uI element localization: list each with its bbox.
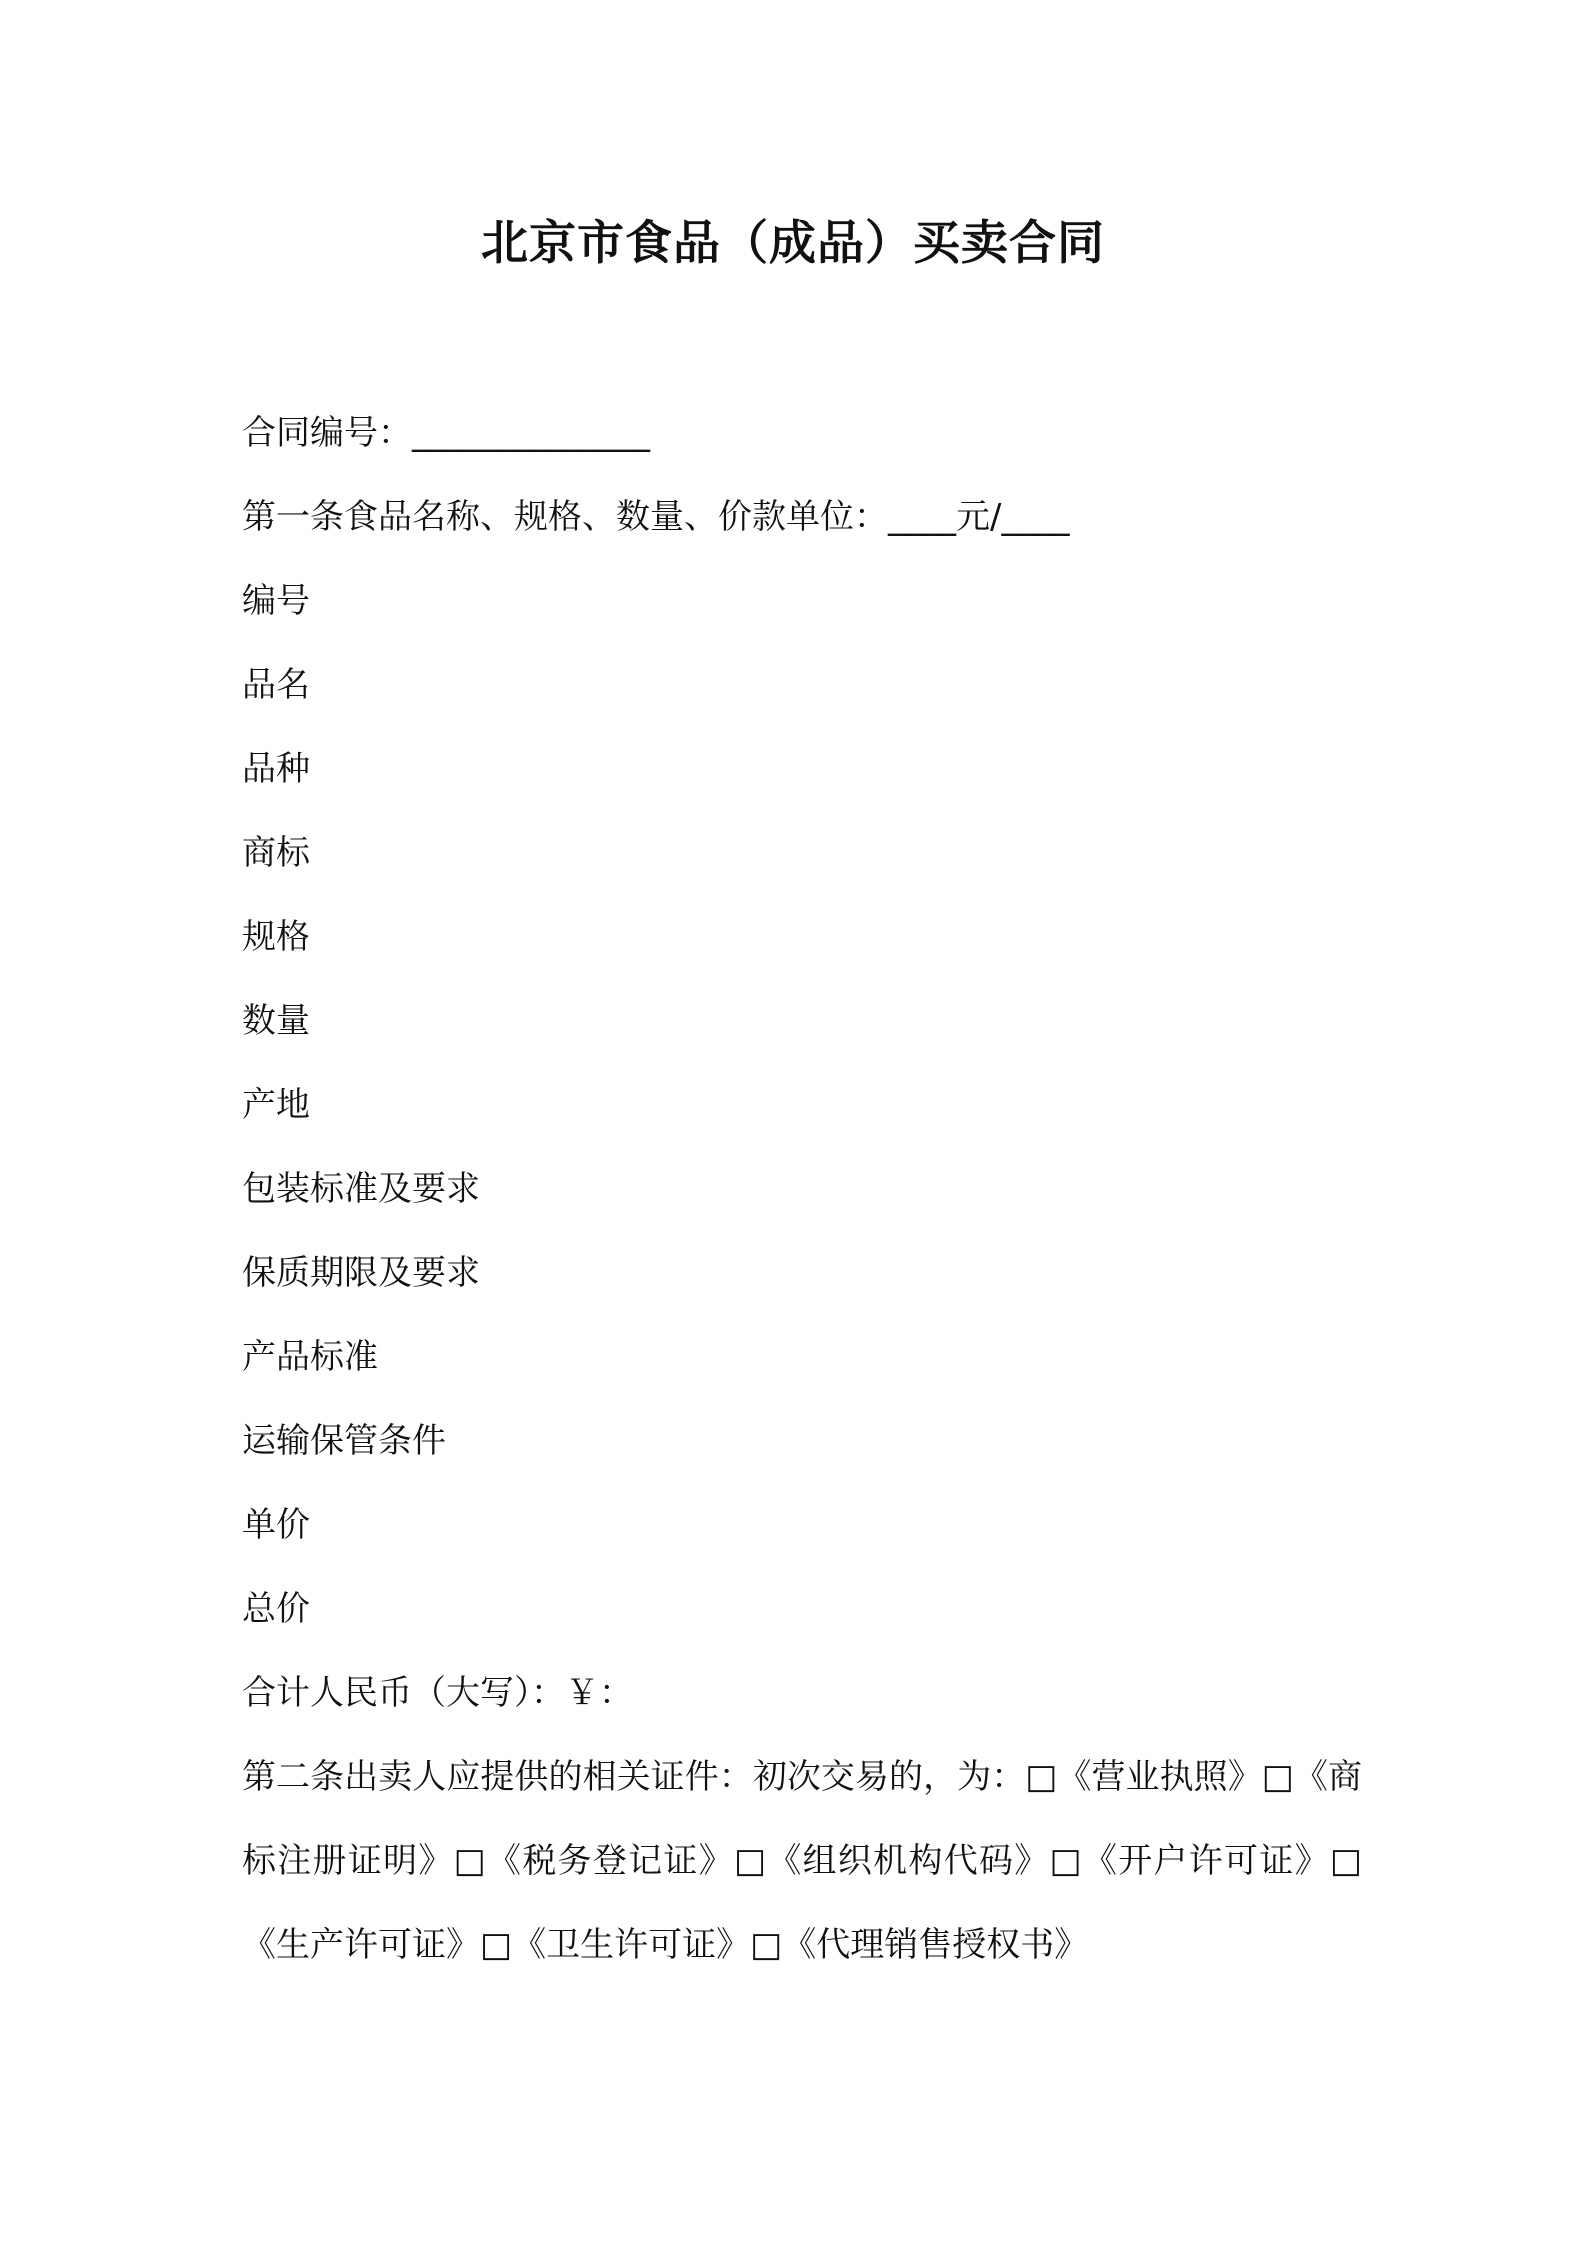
article-1-heading [242,492,1362,576]
field-item: 运输保管条件 [242,1421,446,1461]
field-item: 编号 [242,581,310,621]
contract-number-blank: ______________ [412,413,650,453]
field-item: 品名 [242,665,310,705]
field-item: 包装标准及要求 [242,1169,480,1209]
article-1-heading-text: 第一条食品名称、规格、数量、价款单位： [242,497,888,537]
field-item: 产地 [242,1085,310,1125]
contract-number-line [242,408,1362,492]
document-body [242,408,1362,1987]
field-item: 数量 [242,1001,310,1041]
price-unit-text: 元/ [956,497,1002,537]
article-2-paragraph: 第二条出卖人应提供的相关证件：初次交易的，为：□《营业执照》□《商标注册证明》□《税务登记证》□《组织机构代码》□《开户许可证》□《生产许可证》□《卫生许可证》□《代理销售授权书》 [242,1757,1362,1965]
contract-number-label: 合同编号： [242,413,412,453]
document-title: 北京市食品（成品）买卖合同 [481,216,1105,271]
field-item: 总价 [242,1589,310,1629]
field-item: 保质期限及要求 [242,1253,480,1293]
price-unit-blank-2: ____ [1001,497,1070,537]
field-item: 单价 [242,1505,310,1545]
field-item: 品种 [242,749,310,789]
total-rmb-line: 合计人民币（大写）：￥： [242,1673,633,1713]
price-unit-blank-1: ____ [888,497,956,537]
field-item: 规格 [242,917,310,957]
field-item: 产品标准 [242,1337,378,1377]
field-item: 商标 [242,833,310,873]
